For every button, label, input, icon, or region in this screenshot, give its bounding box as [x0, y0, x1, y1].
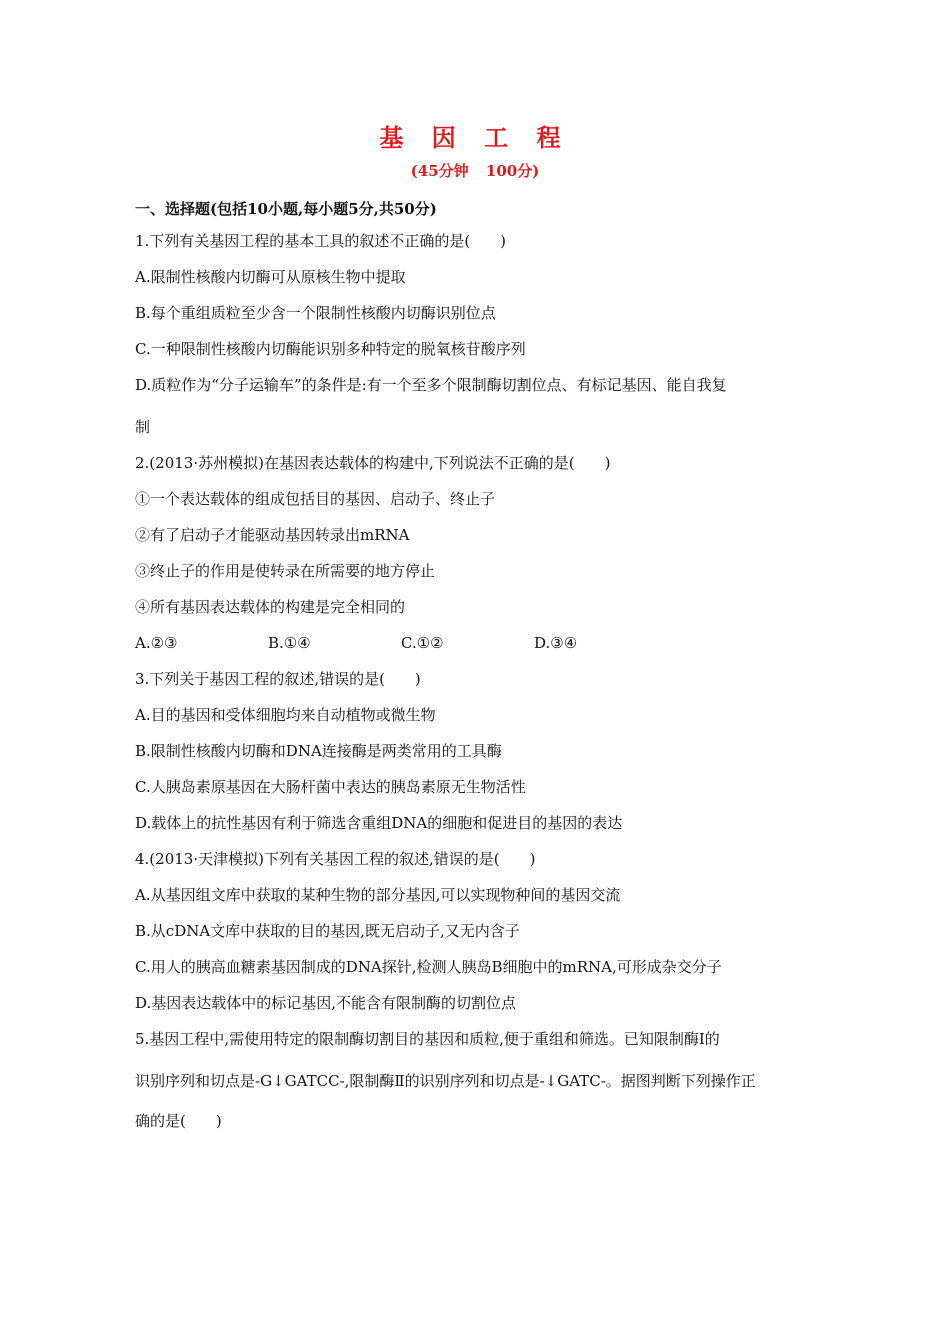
- page-title: 基 因 工 程: [379, 123, 571, 152]
- question-2-item-4: ④所有基因表达载体的构建是完全相同的: [135, 598, 406, 616]
- question-2-option-c: C.①②: [401, 634, 444, 652]
- question-1-option-c: C.一种限制性核酸内切酶能识别多种特定的脱氧核苷酸序列: [135, 340, 526, 358]
- question-1-stem: 1.下列有关基因工程的基本工具的叙述不正确的是( ): [135, 232, 507, 250]
- question-2-stem: 2.(2013·苏州模拟)在基因表达载体的构建中,下列说法不正确的是( ): [135, 454, 611, 472]
- question-4-option-d: D.基因表达载体中的标记基因,不能含有限制酶的切割位点: [135, 994, 517, 1012]
- question-2-item-1: ①一个表达载体的组成包括目的基因、启动子、终止子: [135, 490, 496, 508]
- question-2-option-b: B.①④: [268, 634, 311, 652]
- question-2-item-2: ②有了启动子才能驱动基因转录出mRNA: [135, 526, 410, 544]
- question-3-option-c: C.人胰岛素原基因在大肠杆菌中表达的胰岛素原无生物活性: [135, 778, 526, 796]
- question-1-option-b: B.每个重组质粒至少含一个限制性核酸内切酶识别位点: [135, 304, 496, 322]
- question-4-option-a: A.从基因组文库中获取的某种生物的部分基因,可以实现物种间的基因交流: [135, 886, 621, 904]
- question-4-stem: 4.(2013·天津模拟)下列有关基因工程的叙述,错误的是( ): [135, 850, 536, 868]
- question-1-option-a: A.限制性核酸内切酶可从原核生物中提取: [135, 268, 406, 286]
- question-2-option-d: D.③④: [534, 634, 578, 652]
- section-heading: 一、选择题(包括10小题,每小题5分,共50分): [135, 200, 437, 218]
- time-limit: (45分钟: [410, 162, 469, 180]
- question-1-option-d: D.质粒作为“分子运输车”的条件是:有一个至多个限制酶切割位点、有标记基因、能自我复: [135, 376, 727, 394]
- question-3-option-b: B.限制性核酸内切酶和DNA连接酶是两类常用的工具酶: [135, 742, 502, 760]
- question-2-options: [135, 632, 667, 654]
- question-4-option-b: B.从cDNA文库中获取的目的基因,既无启动子,又无内含子: [135, 922, 520, 940]
- question-1-option-d-cont: 制: [135, 418, 151, 436]
- question-3-option-d: D.载体上的抗性基因有利于筛选含重组DNA的细胞和促进目的基因的表达: [135, 814, 623, 832]
- page-subtitle: [0, 160, 950, 181]
- total-score: 100分): [485, 162, 540, 180]
- question-5-stem-cont-1: 识别序列和切点是-G↓GATCC-,限制酶Ⅱ的识别序列和切点是-↓GATC-。据图判断下列操作正: [135, 1072, 756, 1090]
- question-2-item-3: ③终止子的作用是使转录在所需要的地方停止: [135, 562, 436, 580]
- question-5-stem: 5.基因工程中,需使用特定的限制酶切割目的基因和质粒,便于重组和筛选。已知限制酶Ⅰ的: [135, 1030, 720, 1048]
- question-4-option-c: C.用人的胰高血糖素基因制成的DNA探针,检测人胰岛B细胞中的mRNA,可形成杂交分子: [135, 958, 722, 976]
- question-3-option-a: A.目的基因和受体细胞均来自动植物或微生物: [135, 706, 436, 724]
- question-3-stem: 3.下列关于基因工程的叙述,错误的是( ): [135, 670, 421, 688]
- question-2-option-a: A.②③: [135, 634, 178, 652]
- question-5-stem-cont-2: 确的是( ): [135, 1112, 222, 1130]
